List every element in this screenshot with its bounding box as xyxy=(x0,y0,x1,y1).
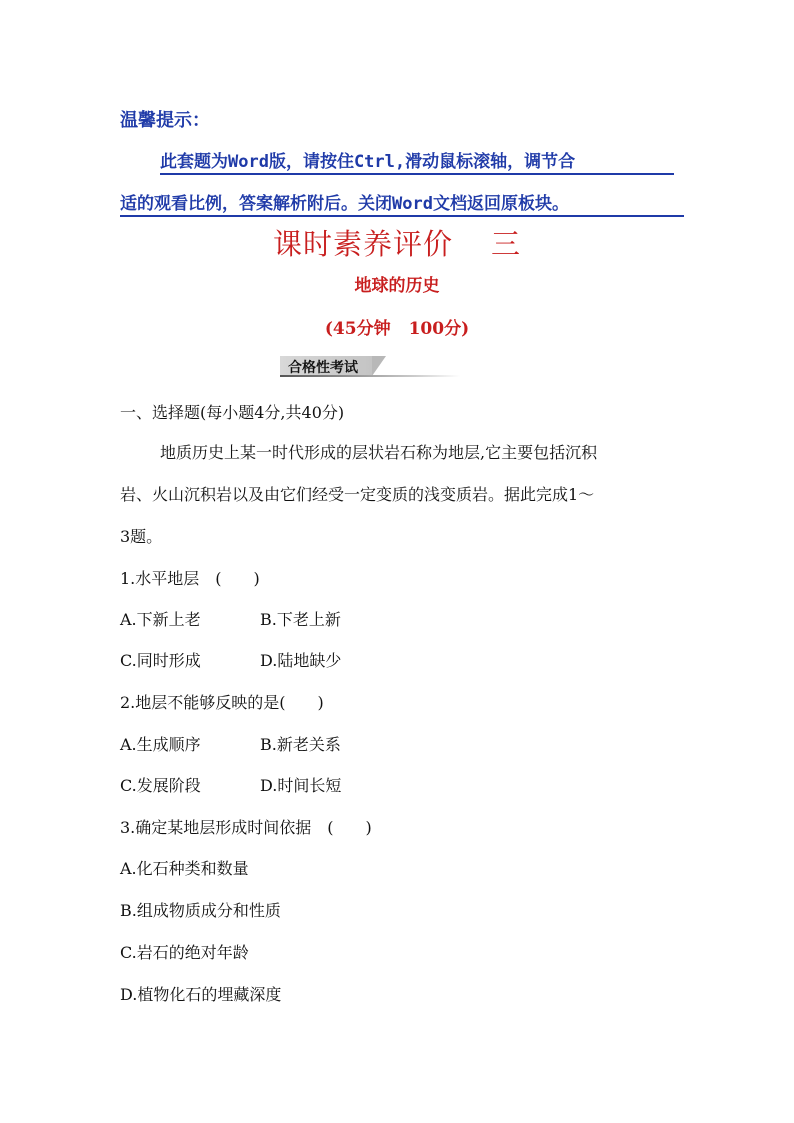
question-2-option-b: B.新老关系 xyxy=(260,735,341,754)
passage-line-3: 3题。 xyxy=(120,527,163,546)
section-tag-wedge xyxy=(372,356,386,376)
question-1-option-b: B.下老上新 xyxy=(260,610,341,629)
question-1-option-d: D.陆地缺少 xyxy=(260,651,342,670)
time-score: 100分) xyxy=(408,319,470,339)
tip-line-2: 适的观看比例，答案解析附后。关闭Word文档返回原板块。 xyxy=(120,189,684,217)
page-title-text: 课时素养评价 xyxy=(272,227,453,261)
question-1-option-a: A.下新上老 xyxy=(120,610,201,629)
passage-line-2: 岩、火山沉积岩以及由它们经受一定变质的浅变质岩。据此完成1～ xyxy=(120,485,595,504)
question-3-option-c: C.岩石的绝对年龄 xyxy=(120,943,249,962)
passage-line-1: 地质历史上某一时代形成的层状岩石称为地层,它主要包括沉积 xyxy=(160,443,598,462)
time-minutes: (45分钟 xyxy=(324,319,391,339)
question-3-option-b: B.组成物质成分和性质 xyxy=(120,901,281,920)
question-2-stem: 2.地层不能够反映的是( ) xyxy=(120,693,324,712)
question-1-stem: 1.水平地层 ( ) xyxy=(120,569,260,588)
question-3-option-d: D.植物化石的埋藏深度 xyxy=(120,985,282,1004)
question-2-option-c: C.发展阶段 xyxy=(120,776,201,795)
tip-title: 温馨提示： xyxy=(120,110,210,131)
question-1-option-c: C.同时形成 xyxy=(120,651,201,670)
time-score-line xyxy=(0,314,794,339)
section-tag-label: 合格性考试 xyxy=(288,360,358,376)
page-title xyxy=(0,222,794,263)
section-heading: 一、选择题(每小题4分,共40分) xyxy=(120,403,345,422)
question-3-option-a: A.化石种类和数量 xyxy=(120,859,249,878)
page-subtitle: 地球的历史 xyxy=(354,276,440,296)
question-2-option-d: D.时间长短 xyxy=(260,776,342,795)
page-title-number: 三 xyxy=(491,227,522,261)
question-2-option-a: A.生成顺序 xyxy=(120,735,201,754)
section-tag xyxy=(280,356,460,378)
tip-line-1: 此套题为Word版，请按住Ctrl,滑动鼠标滚轴，调节合 xyxy=(160,147,674,175)
question-3-stem: 3.确定某地层形成时间依据 ( ) xyxy=(120,818,372,837)
